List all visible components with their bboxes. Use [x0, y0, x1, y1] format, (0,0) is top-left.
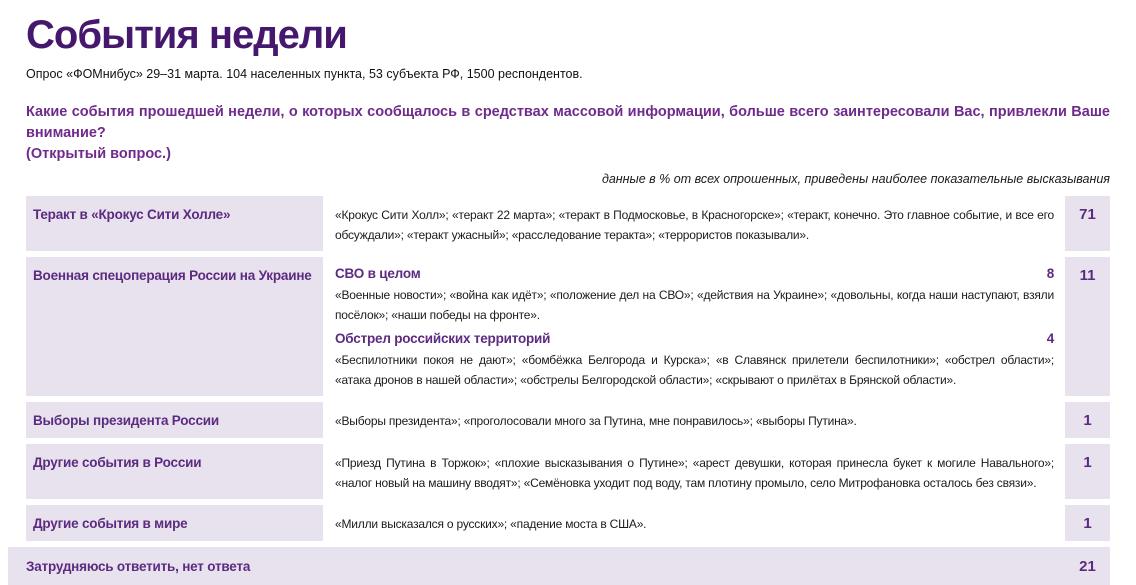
data-note: данные в % от всех опрошенных, приведены наиболее показательные высказывания	[601, 172, 1110, 186]
value-cell: 11	[1065, 257, 1110, 396]
quotes-cell	[331, 257, 1056, 396]
table-row-russia-other	[26, 444, 1110, 499]
value-cell: 71	[1065, 196, 1110, 251]
question-open-note: (Открытый вопрос.)	[26, 146, 171, 162]
quotes-text: «Выборы президента»; «проголосовали много за Путина, мне понравилось»; «выборы Путина».	[335, 414, 857, 428]
category-cell: Другие события в России	[26, 444, 323, 499]
no-answer-label: Затрудняюсь ответить, нет ответа	[26, 558, 251, 574]
quotes-cell	[331, 444, 1056, 499]
category-cell: Другие события в мире	[26, 505, 323, 541]
question-main: Какие события прошедшей недели, о которых сообщалось в средствах массовой информации, больше всего заинтересовали Вас, привлекли Ваше внимание?	[26, 104, 1110, 141]
results-table	[26, 196, 1110, 585]
page-title: События недели	[26, 13, 347, 57]
table-row-world-other	[26, 505, 1110, 541]
subtopic-value: 8	[1046, 266, 1054, 281]
subtopic-label: Обстрел российских территорий	[335, 331, 551, 346]
question-text	[26, 102, 1110, 165]
quotes-cell	[331, 505, 1056, 541]
no-answer-row	[8, 547, 1110, 585]
survey-subtitle: Опрос «ФОМнибус» 29–31 марта. 104 населенных пункта, 53 субъекта РФ, 1500 респондентов.	[26, 67, 583, 81]
category-cell: Военная спецоперация России на Украине	[26, 257, 323, 396]
table-row-elections	[26, 402, 1110, 438]
table-row-svo	[26, 257, 1110, 396]
no-answer-value: 21	[1079, 557, 1096, 575]
quotes-text: «Военные новости»; «война как идёт»; «положение дел на СВО»; «действия на Украине»; «довольны, когда наши наступают, взяли посёлок»; «наши победы на фронте».	[335, 288, 1054, 322]
subtopic-header	[335, 331, 1054, 346]
value-cell: 1	[1065, 505, 1110, 541]
quotes-text: «Милли высказался о русских»; «падение моста в США».	[335, 517, 647, 531]
quotes-cell	[331, 196, 1056, 251]
quotes-text: «Приезд Путина в Торжок»; «плохие высказывания о Путине»; «арест девушки, которая принесла букет к могиле Навального»; «налог новый на машину вводят»; «Семёновка уходит под воду, там плотину промыло, село Митрофановка осталось без связи».	[335, 456, 1054, 490]
category-cell: Выборы президента России	[26, 402, 323, 438]
subtopic-value: 4	[1046, 331, 1054, 346]
quotes-cell	[331, 402, 1056, 438]
subtopic-label: СВО в целом	[335, 266, 421, 281]
table-row-krokus	[26, 196, 1110, 251]
value-cell: 1	[1065, 402, 1110, 438]
category-cell: Теракт в «Крокус Сити Холле»	[26, 196, 323, 251]
quotes-text: «Беспилотники покоя не дают»; «бомбёжка Белгорода и Курска»; «в Славянск прилетели беспилотники»; «обстрел области»; «атака дронов в нашей области»; «обстрелы Белгородской области»; «скрывают о прилётах в Брянской области».	[335, 353, 1054, 387]
subtopic-header	[335, 266, 1054, 281]
value-cell: 1	[1065, 444, 1110, 499]
quotes-text: «Крокус Сити Холл»; «теракт 22 марта»; «теракт в Подмосковье, в Красногорске»; «теракт, конечно. Это главное событие, и все его обсуждали»; «теракт ужасный»; «расследование теракта»; «террористов показывали».	[335, 208, 1054, 242]
